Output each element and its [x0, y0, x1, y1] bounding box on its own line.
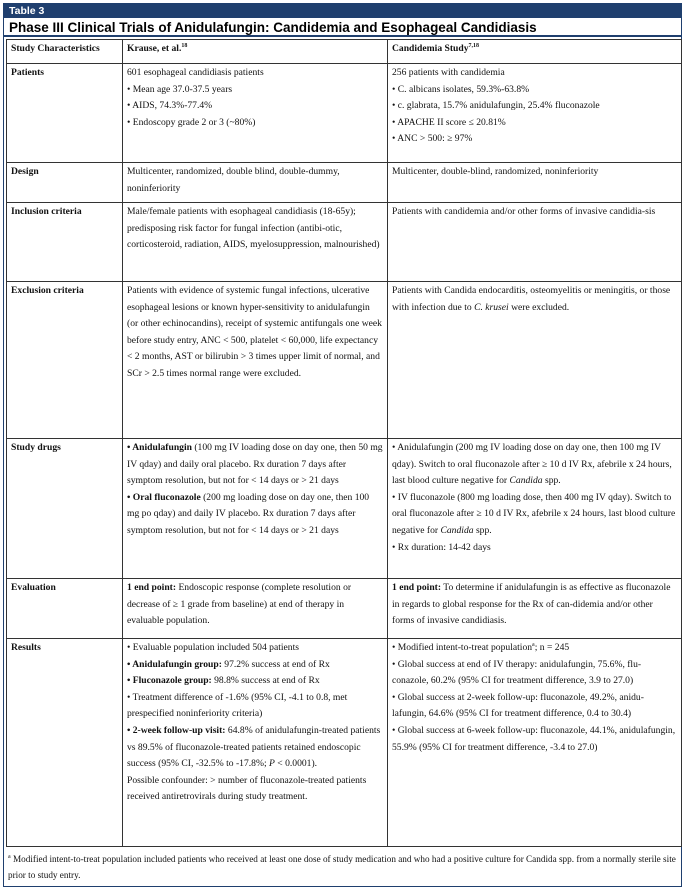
table-title: Phase III Clinical Trials of Anidulafungin: Candidemia and Esophageal Candidiasis	[4, 19, 681, 37]
row-label-exclusion: Exclusion criteria	[7, 282, 123, 439]
table-row-results	[7, 639, 682, 847]
table-row-inclusion	[7, 203, 682, 282]
cell-candidemia-evaluation: 1 end point: To determine if anidulafungin is as effective as fluconazole in regards to global response for the Rx of can-didemia and/or other forms of invasive candidiasis.	[388, 579, 682, 639]
trials-table	[6, 39, 682, 847]
row-label-patients: Patients	[7, 64, 123, 163]
header-krause: Krause, et al.$^{18}$	[123, 40, 388, 64]
cell-candidemia-design: Multicenter, double-blind, randomized, noninferiority	[388, 163, 682, 203]
table-row-design	[7, 163, 682, 203]
cell-krause-study-drugs: • Anidulafungin (100 mg IV loading dose on day one, then 50 mg IV qday) and daily oral placebo. Rx duration 7 days after symptom resolution, but not for < 14 days or > 21 days • Oral fluconazole (200 mg loading dose on day one, then 100 mg po qday) and daily IV placebo. Rx duration 7 days after symptom resolution, but not for < 14 days or > 21 days	[123, 439, 388, 579]
cell-krause-results: • Evaluable population included 504 patients • Anidulafungin group: 97.2% success at end of Rx • Fluconazole group: 98.8% success at end of Rx • Treatment difference of -1.6% (95% CI, -4.1 to 0.8, met prespecified noninferiority criteria) • 2-week follow-up visit: 64.8% of anidulafungin-treated patients vs 89.5% of fluconazole-treated patients retained endoscopic success (95% CI, -32.5% to -17.8%; P < 0.0001). Possible confounder: > number of fluconazole-treated patients received antiretrovirals during study treatment.	[123, 639, 388, 847]
row-label-results: Results	[7, 639, 123, 847]
row-label-study-drugs: Study drugs	[7, 439, 123, 579]
table-row-study-drugs	[7, 439, 682, 579]
cell-candidemia-inclusion: Patients with candidemia and/or other forms of invasive candidia-sis	[388, 203, 682, 282]
table-label: Table 3	[4, 4, 681, 18]
cell-candidemia-exclusion: Patients with Candida endocarditis, osteomyelitis or meningitis, or those with infection due to C. krusei were excluded.	[388, 282, 682, 439]
row-label-evaluation: Evaluation	[7, 579, 123, 639]
table-row-exclusion	[7, 282, 682, 439]
header-row	[7, 40, 682, 64]
cell-krause-evaluation: 1 end point: Endoscopic response (complete resolution or decrease of ≥ 1 grade from baseline) at end of therapy in evaluable population.	[123, 579, 388, 639]
table-footnote: $^a$ Modified intent-to-treat population included patients who received at least one dose of study medication and who had a positive culture for Candida spp. from a normally sterile site prior to study entry.	[8, 853, 676, 880]
header-candidemia-study: Candidemia Study$^{7,18}$	[388, 40, 682, 64]
table-row-evaluation	[7, 579, 682, 639]
header-candidemia-ref: 7,18	[468, 42, 480, 49]
cell-candidemia-patients: 256 patients with candidemia • C. albicans isolates, 59.3%-63.8% • c. glabrata, 15.7% anidulafungin, 25.4% fluconazole • APACHE II score ≤ 20.81% • ANC > 500: ≥ 97%	[388, 64, 682, 163]
cell-candidemia-study-drugs: • Anidulafungin (200 mg IV loading dose on day one, then 100 mg IV qday). Switch to oral fluconazole after ≥ 10 d IV Rx, afebrile x 24 hours, last blood culture negative for Candida spp. • IV fluconazole (800 mg loading dose, then 400 mg IV qday). Switch to oral fluconazole after ≥ 10 d IV Rx, afebrile x 24 hours, last blood culture negative for Candida spp. • Rx duration: 14-42 days	[388, 439, 682, 579]
cell-krause-patients: 601 esophageal candidiasis patients • Mean age 37.0-37.5 years • AIDS, 74.3%-77.4% • Endoscopy grade 2 or 3 (~80%)	[123, 64, 388, 163]
row-label-design: Design	[7, 163, 123, 203]
cell-candidemia-results: • Modified intent-to-treat population$^a$; n = 245 • Global success at end of IV therapy: anidulafungin, 75.6%, flu-conazole, 60.2% (95% CI for treatment difference, 3.9 to 27.0) • Global success at 2-week follow-up: fluconazole, 49.2%, anidu-lafungin, 64.6% (95% CI for treatment difference, 0.4 to 30.4) • Global success at 6-week follow-up: fluconazole, 44.1%, anidulafungin, 55.9% (95% CI for treatment difference, -3.4 to 27.0)	[388, 639, 682, 847]
header-study-characteristics: Study Characteristics	[7, 40, 123, 64]
header-krause-ref: 18	[181, 42, 188, 49]
cell-krause-inclusion: Male/female patients with esophageal candidiasis (18-65y); predisposing risk factor for fungal infection (antibi-otic, corticosteroid, radiation, AIDS, myelosuppression, malnourished)	[123, 203, 388, 282]
cell-krause-design: Multicenter, randomized, double blind, double-dummy, noninferiority	[123, 163, 388, 203]
table-row-patients	[7, 64, 682, 163]
row-label-inclusion: Inclusion criteria	[7, 203, 123, 282]
cell-krause-exclusion: Patients with evidence of systemic fungal infections, ulcerative esophageal lesions or known hyper-sensitivity to anidulafungin (or other echinocandins), receipt of systemic antifungals one week before study entry, ANC < 500, platelet < 60,000, life expectancy < 2 months, AST or bilirubin > 3 times upper limit of normal, and SCr > 2.5 times normal range were excluded.	[123, 282, 388, 439]
